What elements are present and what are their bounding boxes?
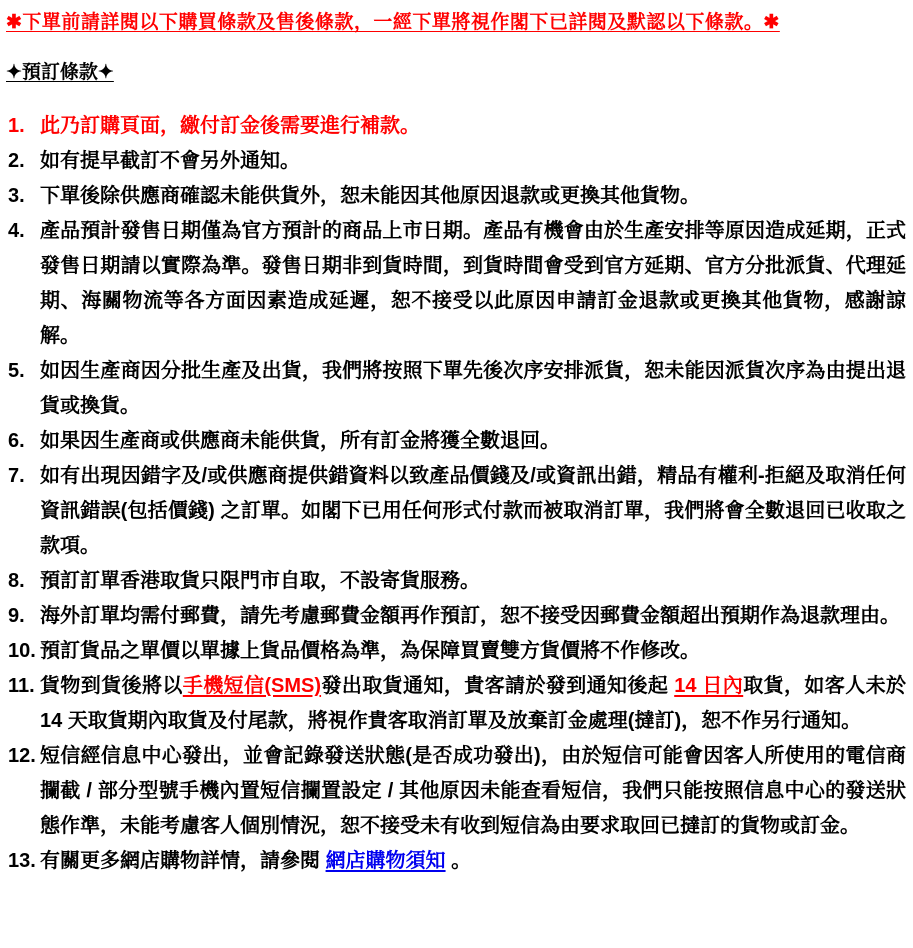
shop-guide-link[interactable]: 網店購物須知: [325, 850, 446, 872]
term-item-9: [6, 599, 906, 634]
term-text-segment: 如果因生產商或供應商未能供貨，所有訂金將獲全數退回。: [40, 430, 560, 452]
term-text-segment: 產品預計發售日期僅為官方預計的商品上市日期。產品有機會由於生產安排等原因造成延期，正式發售日期請以實際為準。發售日期非到貨時間，到貨時間會受到官方延期、官方分批派貨、代理延期、海關物流等各方面因素造成延遲，恕不接受以此原因申請訂金退款或更換其他貨物，感謝諒解。: [40, 220, 906, 347]
term-text: [40, 424, 906, 459]
highlighted-term-text: 14 日內: [674, 675, 744, 697]
term-text-segment: 如有出現因錯字及/或供應商提供錯資料以致產品價錢及/或資訊出錯，精品有權利-拒絕及取消任何資訊錯誤(包括價錢) 之訂單。如閣下已用任何形式付款而被取消訂單，我們將會全數退回已收取之款項。: [40, 465, 906, 557]
term-item-2: [6, 144, 906, 179]
term-number: 13.: [8, 850, 36, 872]
term-text: [40, 564, 906, 599]
term-number: 1.: [8, 115, 25, 137]
term-text: [40, 669, 906, 739]
term-text-segment: 如因生產商因分批生產及出貨，我們將按照下單先後次序安排派貨，恕未能因派貨次序為由提出退貨或換貨。: [40, 360, 906, 417]
term-item-5: [6, 354, 906, 424]
term-item-6: [6, 424, 906, 459]
term-number: 9.: [8, 605, 25, 627]
term-text-segment: 發出取貨通知，貴客請於發到通知後起: [321, 675, 675, 697]
section-title-preorder-terms: ✦預訂條款✦: [6, 62, 114, 83]
term-number: 10.: [8, 640, 36, 662]
term-text: [40, 179, 906, 214]
term-number: 7.: [8, 465, 25, 487]
term-text: [40, 109, 906, 144]
term-text: [40, 144, 906, 179]
term-text-segment: 預訂貨品之單價以單據上貨品價格為準，為保障買賣雙方貨價將不作修改。: [40, 640, 700, 662]
term-item-12: [6, 739, 906, 844]
term-text: [40, 634, 906, 669]
term-text-segment: 。: [445, 850, 472, 872]
term-item-7: [6, 459, 906, 564]
purchase-notice: ✱下單前請詳閱以下購買條款及售後條款，一經下單將視作閣下已詳閱及默認以下條款。✱: [6, 12, 780, 33]
term-text: [40, 354, 906, 424]
term-text-segment: 短信經信息中心發出，並會記錄發送狀態(是否成功發出)，由於短信可能會因客人所使用的電信商攔截 / 部分型號手機內置短信攔置設定 / 其他原因未能查看短信，我們只能按照信息中心的發送狀態作準，未能考慮客人個別情況，恕不接受未有收到短信為由要求取回已撻訂的貨物或訂金。: [40, 745, 906, 837]
term-text-segment: 預訂訂單香港取貨只限門市自取，不設寄貨服務。: [40, 570, 480, 592]
term-number: 8.: [8, 570, 25, 592]
term-text: [40, 739, 906, 844]
term-number: 6.: [8, 430, 25, 452]
term-item-11: [6, 669, 906, 739]
term-item-13: [6, 844, 906, 879]
term-text-segment: 有關更多網店購物詳情，請參閱: [40, 850, 326, 872]
term-number: 5.: [8, 360, 25, 382]
term-item-8: [6, 564, 906, 599]
term-number: 11.: [8, 675, 35, 697]
term-text: [40, 599, 906, 634]
term-text: [40, 459, 906, 564]
term-item-1: [6, 109, 906, 144]
term-number: 12.: [8, 745, 36, 767]
term-text-segment: 海外訂單均需付郵費，請先考慮郵費金額再作預訂，恕不接受因郵費金額超出預期作為退款理由。: [40, 605, 900, 627]
highlighted-term-text: 手機短信(SMS): [182, 675, 322, 697]
term-text-segment: 如有提早截訂不會另外通知。: [40, 150, 300, 172]
term-number: 3.: [8, 185, 25, 207]
term-text: [40, 844, 906, 879]
term-text-segment: 取貨，如客人未於14 天取貨期內取貨及付尾款，將視作貴客取消訂單及放棄訂金處理(撻訂)，恕不作另行通知。: [40, 675, 906, 732]
term-item-4: [6, 214, 906, 354]
term-number: 2.: [8, 150, 25, 172]
term-text-segment: 貨物到貨後將以: [40, 675, 183, 697]
term-text-segment: 下單後除供應商確認未能供貨外，恕未能因其他原因退款或更換其他貨物。: [40, 185, 700, 207]
terms-list: [6, 109, 906, 879]
term-number: 4.: [8, 220, 25, 242]
term-text: [40, 214, 906, 354]
term-item-10: [6, 634, 906, 669]
term-item-3: [6, 179, 906, 214]
term-text-segment: 此乃訂購頁面，繳付訂金後需要進行補款。: [40, 115, 420, 137]
